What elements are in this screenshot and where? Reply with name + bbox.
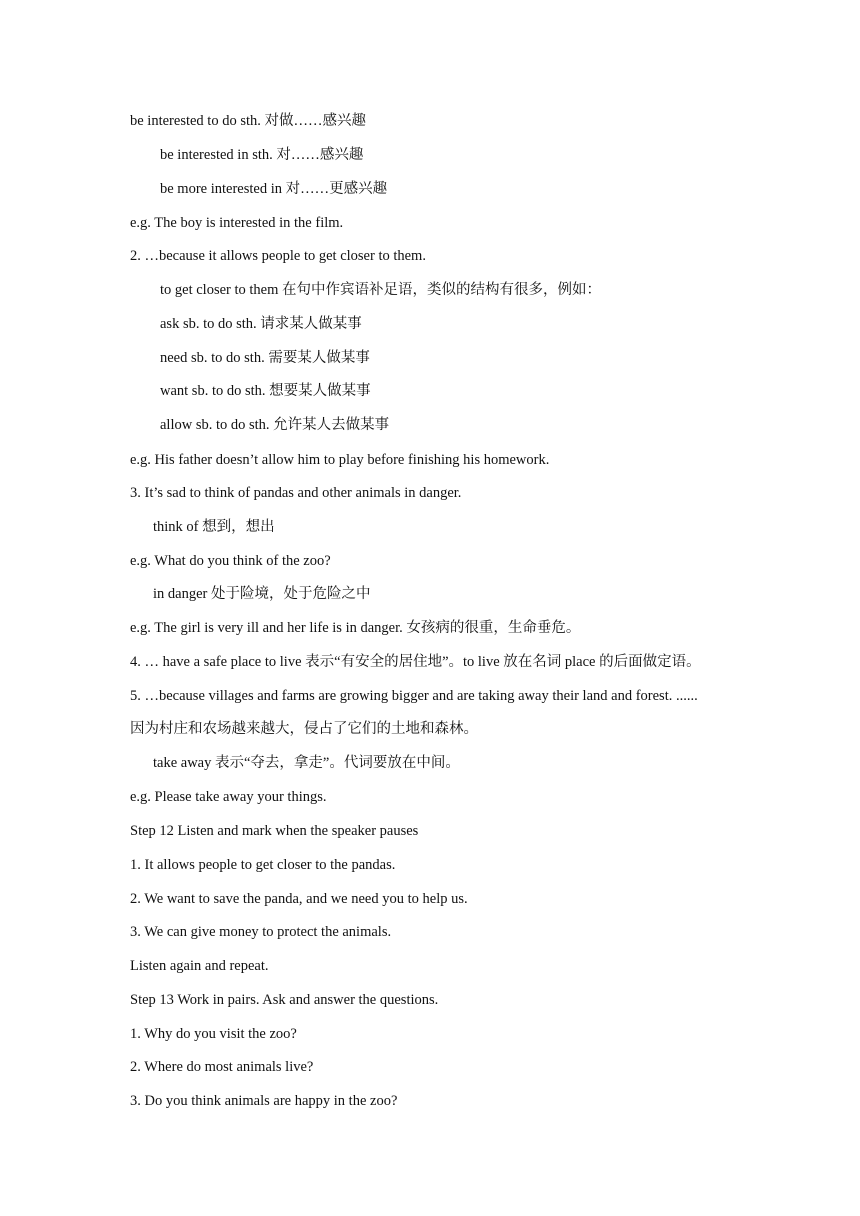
text-line: take away 表示“夺去，拿走”。代词要放在中间。 — [153, 755, 460, 771]
text-line: e.g. The boy is interested in the film. — [130, 215, 344, 231]
text-line: be interested in sth. 对……感兴趣 — [160, 147, 364, 163]
text-line: e.g. The girl is very ill and her life is in danger. 女孩病的很重，生命垂危。 — [130, 620, 581, 636]
text-line: think of 想到，想出 — [153, 519, 275, 535]
text-line: 1. Why do you visit the zoo? — [130, 1026, 297, 1042]
text-line: 2. …because it allows people to get closer to them. — [130, 248, 426, 264]
text-line: be more interested in 对……更感兴趣 — [160, 181, 388, 197]
text-line: 1. It allows people to get closer to the pandas. — [130, 857, 396, 873]
text-line: 3. We can give money to protect the animals. — [130, 924, 392, 940]
text-line: 2. We want to save the panda, and we need you to help us. — [130, 891, 468, 907]
text-line: 4. … have a safe place to live 表示“有安全的居住地”。to live 放在名词 place 的后面做定语。 — [130, 654, 701, 670]
text-line: in danger 处于险境，处于危险之中 — [153, 586, 371, 602]
text-line: e.g. His father doesn’t allow him to play before finishing his homework. — [130, 452, 550, 468]
text-line: ask sb. to do sth. 请求某人做某事 — [160, 316, 362, 332]
text-line: 3. It’s sad to think of pandas and other animals in danger. — [130, 485, 462, 501]
text-line: 3. Do you think animals are happy in the zoo? — [130, 1093, 398, 1109]
text-line: to get closer to them 在句中作宾语补足语，类似的结构有很多，例如： — [160, 282, 602, 298]
text-line: e.g. Please take away your things. — [130, 789, 327, 805]
text-line: want sb. to do sth. 想要某人做某事 — [160, 383, 371, 399]
step-heading: Step 13 Work in pairs. Ask and answer the questions. — [130, 992, 439, 1008]
text-line: e.g. What do you think of the zoo? — [130, 553, 331, 569]
text-line: allow sb. to do sth. 允许某人去做某事 — [160, 417, 390, 433]
text-line: be interested to do sth. 对做……感兴趣 — [130, 113, 366, 129]
text-line: 2. Where do most animals live? — [130, 1059, 314, 1075]
text-line: 因为村庄和农场越来越大，侵占了它们的土地和森林。 — [130, 721, 478, 737]
text-line: Listen again and repeat. — [130, 958, 269, 974]
step-heading: Step 12 Listen and mark when the speaker pauses — [130, 823, 419, 839]
text-line: need sb. to do sth. 需要某人做某事 — [160, 350, 370, 366]
text-line: 5. …because villages and farms are growing bigger and are taking away their land and forest. ...... — [130, 688, 698, 704]
